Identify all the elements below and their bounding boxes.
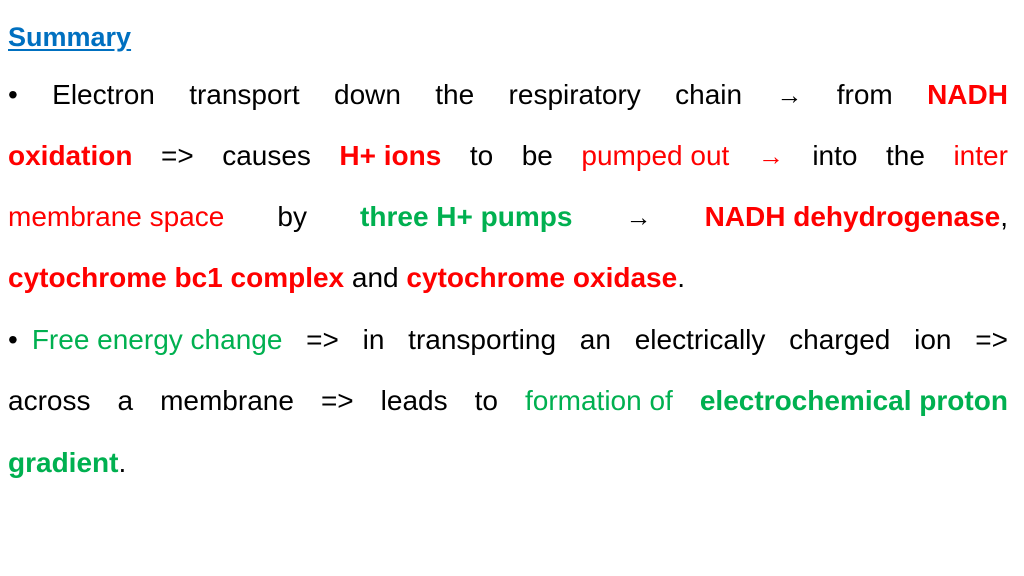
highlight-inter: inter: [953, 140, 1008, 171]
word: the: [886, 140, 925, 171]
word: charged: [789, 324, 891, 355]
bullet2-line1: [8, 320, 1008, 360]
word: leads: [380, 385, 448, 416]
slide-title: Summary: [8, 22, 132, 52]
bullet-1: •: [8, 79, 18, 110]
bullet1-line1: [8, 75, 1008, 115]
bullet1-line3: [8, 197, 1008, 237]
word: electrically: [634, 324, 766, 355]
highlight-oxidation: oxidation: [8, 140, 133, 171]
word: Electron: [52, 79, 155, 110]
word: by: [277, 201, 307, 232]
word: the: [435, 79, 475, 110]
highlight-nadh: NADH: [927, 79, 1008, 110]
bullet2-line2: [8, 381, 1008, 421]
highlight-nadh-dehydrogenase: NADH dehydrogenase: [704, 201, 1001, 232]
period: .: [118, 447, 127, 478]
highlight-cytochrome-oxidase: cytochrome oxidase: [406, 262, 678, 293]
word: chain: [675, 79, 743, 110]
word: membrane: [160, 385, 294, 416]
word: to: [474, 385, 498, 416]
word: =>: [975, 324, 1008, 355]
word: transporting: [408, 324, 557, 355]
arrow-right-icon: →: [776, 80, 803, 110]
word: into: [812, 140, 858, 171]
word: transport: [189, 79, 300, 110]
word: respiratory: [508, 79, 641, 110]
highlight-pumped-out: pumped out: [581, 140, 730, 171]
arrow-right-icon: →: [757, 141, 784, 171]
bullet2-line3: [8, 443, 1008, 483]
word: a: [117, 385, 134, 416]
word: in: [362, 324, 385, 355]
word: ion: [914, 324, 952, 355]
highlight-membrane-space: membrane space: [8, 201, 225, 232]
highlight-three-pumps: three H+ pumps: [360, 201, 573, 232]
bullet1-line2: [8, 136, 1008, 176]
highlight-h-ions: H+ ions: [339, 140, 442, 171]
highlight-electrochemical-proton: electrochemical proton: [699, 385, 1008, 416]
word: down: [334, 79, 401, 110]
word: be: [521, 140, 553, 171]
word: =>: [320, 385, 354, 416]
arrow-right-icon: →: [625, 202, 652, 232]
word: an: [579, 324, 611, 355]
word: causes: [222, 140, 311, 171]
bullet1-line4: [8, 258, 1008, 298]
word: =>: [306, 324, 339, 355]
comma: ,: [1000, 201, 1008, 232]
word: across: [8, 385, 91, 416]
word: and: [351, 262, 399, 293]
highlight-free-energy: Free energy change: [31, 324, 283, 355]
highlight-formation-of: formation of: [524, 385, 673, 416]
period: .: [677, 262, 685, 293]
bullet-2: •: [8, 324, 18, 355]
word: from: [836, 79, 893, 110]
word: to: [469, 140, 494, 171]
word: =>: [160, 140, 194, 171]
highlight-gradient: gradient: [8, 447, 119, 478]
highlight-cytochrome-bc1: cytochrome bc1 complex: [8, 262, 345, 293]
